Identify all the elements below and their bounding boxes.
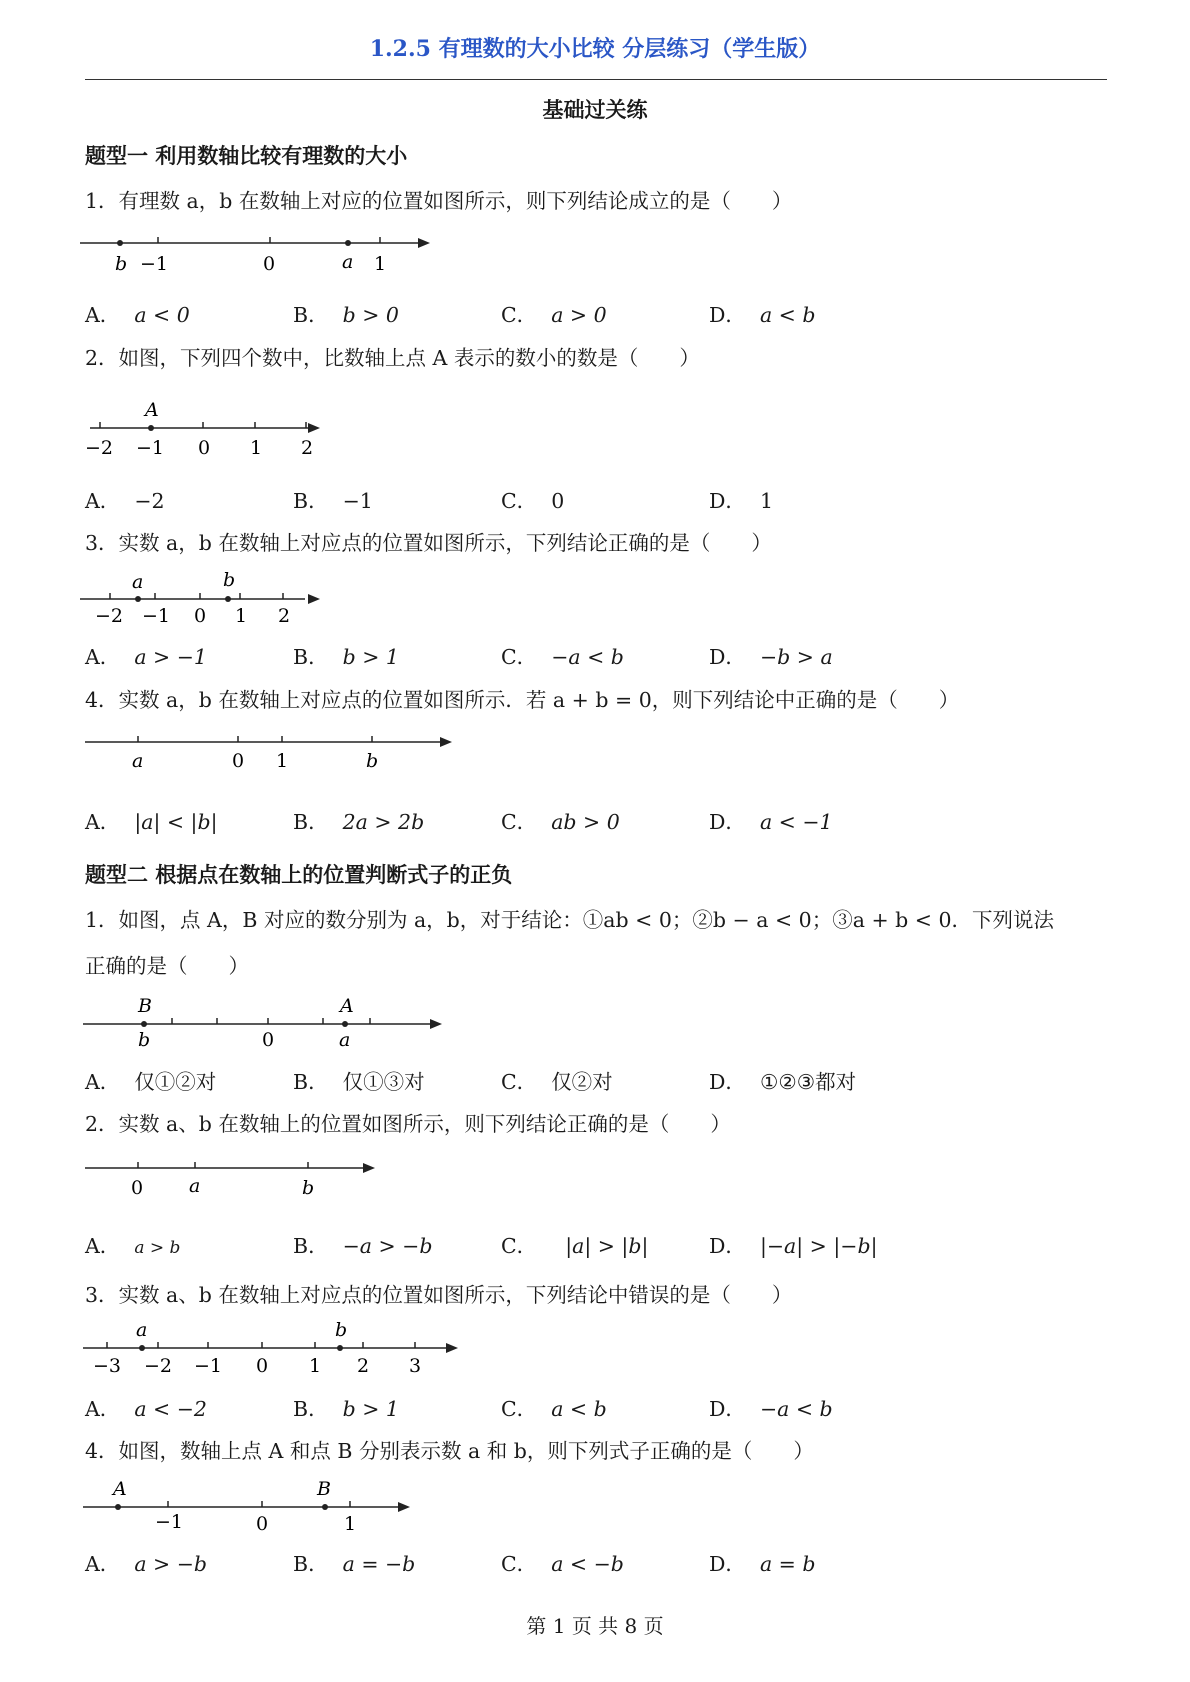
nl-tick-label: 0	[131, 1177, 144, 1199]
nl-tick-label: 0	[232, 750, 245, 772]
nl-tick-label: −1	[194, 1355, 223, 1377]
level-title: 基础过关练	[542, 97, 648, 122]
option-d[interactable]: D． a = b	[709, 1552, 816, 1576]
s1-q3-number-line	[80, 570, 330, 630]
nl-tick-label: −1	[136, 437, 165, 459]
option-c[interactable]: C． a < b	[501, 1397, 607, 1421]
option-b[interactable]: B． b > 1	[293, 645, 399, 669]
s1-q4-text: 4．实数 a，b 在数轴上对应点的位置如图所示．若 a + b = 0，则下列结论中正确的是（ ）	[85, 688, 960, 712]
option-d[interactable]: D． ①②③都对	[709, 1070, 857, 1094]
s1-q1-number-line	[80, 228, 440, 278]
option-b[interactable]: B． 仅①③对	[293, 1070, 425, 1094]
option-c[interactable]: C． a < −b	[501, 1552, 624, 1576]
nl-tick-label: −2	[85, 437, 114, 459]
option-d[interactable]: D． a < b	[709, 303, 816, 327]
s2-q1-options	[85, 1065, 1110, 1095]
s2-q2-number-line	[80, 1156, 380, 1206]
nl-label-B: B	[317, 1478, 331, 1500]
option-c[interactable]: C． 仅②对	[501, 1070, 613, 1094]
nl-label-B: B	[138, 995, 152, 1017]
option-b[interactable]: B． −a > −b	[293, 1234, 433, 1258]
option-c[interactable]: C． 0	[501, 489, 565, 513]
s1-q4-number-line	[80, 730, 460, 780]
s2-q3-number-line	[80, 1319, 470, 1382]
nl-label-a: a	[136, 1319, 148, 1341]
nl-tick-label: −3	[93, 1355, 122, 1377]
nl-tick-label: 0	[198, 437, 211, 459]
document-header: 1.2.5 有理数的大小比较 分层练习（学生版）	[369, 36, 821, 62]
nl-tick-label: −2	[144, 1355, 173, 1377]
s1-q4-options	[85, 805, 1110, 835]
nl-tick-label: 0	[194, 605, 207, 627]
option-c[interactable]: C． a > 0	[501, 303, 607, 327]
s1-q3-text: 3．实数 a，b 在数轴上对应点的位置如图所示，下列结论正确的是（ ）	[85, 531, 772, 555]
nl-label-b: b	[138, 1029, 151, 1051]
nl-label-a: a	[132, 750, 144, 772]
option-a[interactable]: A． 仅①②对	[85, 1070, 217, 1094]
nl-label-a: a	[339, 1029, 351, 1051]
nl-tick-label: 2	[301, 437, 314, 459]
s2-q3-options	[85, 1392, 1110, 1422]
nl-label-b: b	[366, 750, 379, 772]
option-b[interactable]: B． −1	[293, 489, 373, 513]
option-a[interactable]: A． a > −b	[85, 1552, 208, 1576]
option-a[interactable]: A． |a| < |b|	[85, 810, 218, 834]
s2-q1-text-line1: 1．如图，点 A，B 对应的数分别为 a，b，对于结论：①ab < 0；②b − a < 0；③a + b < 0．下列说法	[85, 908, 1055, 932]
nl-tick-label: 0	[262, 1029, 275, 1051]
nl-label-b: b	[302, 1177, 315, 1199]
nl-tick-label: −1	[140, 253, 169, 275]
s1-q2-number-line	[80, 396, 340, 459]
nl-tick-label: 1	[344, 1513, 357, 1535]
nl-label-A: A	[340, 995, 354, 1017]
nl-label-b: b	[335, 1319, 348, 1341]
page-footer: 第 1 页 共 8 页	[526, 1614, 664, 1638]
s1-q2-text: 2．如图，下列四个数中，比数轴上点 A 表示的数小的数是（ ）	[85, 346, 700, 370]
nl-label-a: a	[132, 571, 144, 593]
nl-label-b: b	[223, 569, 236, 591]
s2-q1-text-line2: 正确的是（ ）	[85, 954, 249, 978]
nl-tick-label: 1	[250, 437, 263, 459]
option-a[interactable]: A． −2	[85, 489, 165, 513]
option-c[interactable]: C． −a < b	[501, 645, 624, 669]
option-d[interactable]: D． a < −1	[709, 810, 833, 834]
nl-label-a: a	[189, 1175, 201, 1197]
s1-q3-options	[85, 640, 1110, 670]
option-a[interactable]: A． a > −1	[85, 645, 207, 669]
s2-q4-number-line	[80, 1478, 420, 1538]
s1-q2-options	[85, 484, 1110, 514]
nl-label-A: A	[145, 399, 159, 421]
nl-tick-label: 0	[263, 253, 276, 275]
option-a[interactable]: A． a < 0	[85, 303, 190, 327]
nl-tick-label: 0	[256, 1355, 269, 1377]
nl-label-b: b	[115, 253, 128, 275]
s1-q1-options	[85, 298, 1110, 328]
s2-q2-text: 2．实数 a、b 在数轴上的位置如图所示，则下列结论正确的是（ ）	[85, 1112, 731, 1136]
nl-tick-label: 1	[276, 750, 289, 772]
s2-q4-options	[85, 1547, 1110, 1577]
nl-tick-label: −1	[142, 605, 171, 627]
option-b[interactable]: B． 2a > 2b	[293, 810, 425, 834]
nl-tick-label: 3	[409, 1355, 422, 1377]
option-d[interactable]: D． |−a| > |−b|	[709, 1234, 878, 1258]
nl-tick-label: 1	[235, 605, 248, 627]
section-1-title: 题型一 利用数轴比较有理数的大小	[85, 143, 408, 168]
nl-tick-label: −2	[95, 605, 124, 627]
option-a[interactable]: A． a < −2	[85, 1397, 207, 1421]
nl-tick-label: 2	[278, 605, 291, 627]
option-c[interactable]: C． ab > 0	[501, 810, 620, 834]
option-d[interactable]: D． −b > a	[709, 645, 833, 669]
option-b[interactable]: B． b > 0	[293, 303, 399, 327]
section-2-title: 题型二 根据点在数轴上的位置判断式子的正负	[85, 862, 513, 887]
header-divider	[85, 79, 1107, 80]
option-c[interactable]: C． |a| > |b|	[501, 1234, 649, 1258]
nl-tick-label: 1	[309, 1355, 322, 1377]
s2-q4-text: 4．如图，数轴上点 A 和点 B 分别表示数 a 和 b，则下列式子正确的是（ ）	[85, 1439, 814, 1463]
nl-label-A: A	[113, 1478, 127, 1500]
s2-q3-text: 3．实数 a、b 在数轴上对应点的位置如图所示，下列结论中错误的是（ ）	[85, 1283, 793, 1307]
nl-label-a: a	[342, 251, 354, 273]
nl-tick-label: 0	[256, 1513, 269, 1535]
option-a[interactable]: A． a > b	[85, 1234, 181, 1258]
s1-q1-text: 1．有理数 a，b 在数轴上对应的位置如图所示，则下列结论成立的是（ ）	[85, 189, 793, 213]
nl-tick-label: 2	[357, 1355, 370, 1377]
s2-q2-options	[85, 1229, 1110, 1259]
option-d[interactable]: D． 1	[709, 489, 773, 513]
option-b[interactable]: B． a = −b	[293, 1552, 416, 1576]
s2-q1-number-line	[80, 990, 450, 1050]
nl-tick-label: 1	[374, 253, 387, 275]
option-d[interactable]: D． −a < b	[709, 1397, 833, 1421]
nl-tick-label: −1	[155, 1511, 184, 1533]
option-b[interactable]: B． b > 1	[293, 1397, 399, 1421]
